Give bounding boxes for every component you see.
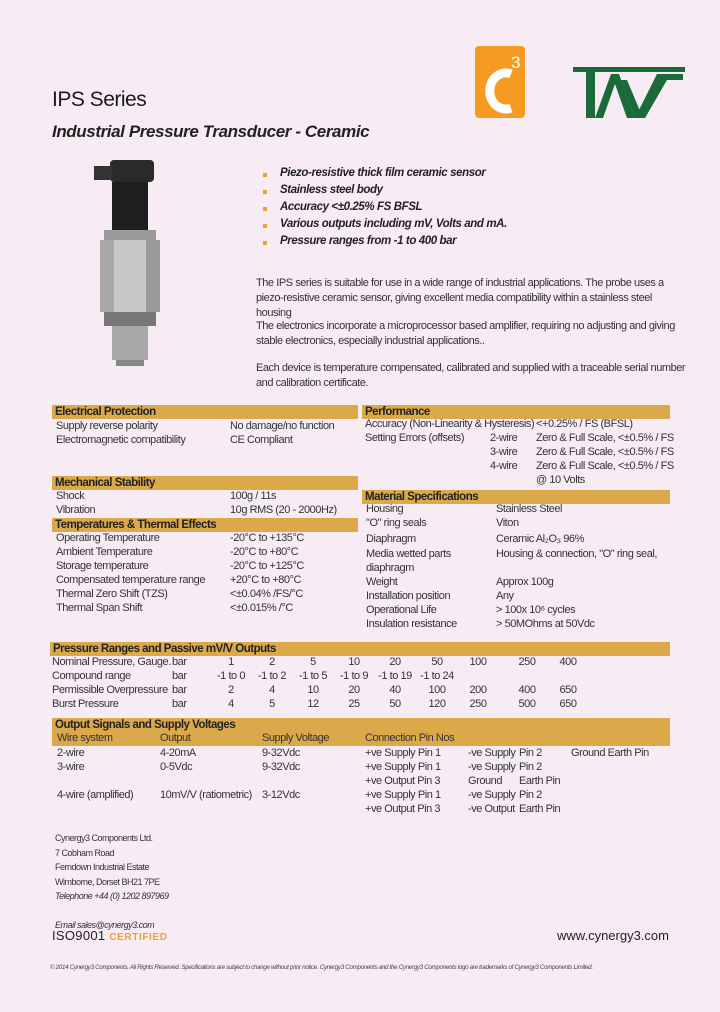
website-link[interactable]: www.cynergy3.com bbox=[557, 928, 669, 943]
table-cell: Compensated temperature range bbox=[56, 574, 205, 586]
table-cell: Media wetted parts bbox=[366, 548, 451, 560]
table-cell: 100g / 11s bbox=[230, 490, 277, 502]
section-title: Output Signals and Supply Voltages bbox=[55, 719, 236, 731]
table-cell: Any bbox=[496, 590, 514, 602]
table-cell: Housing bbox=[366, 503, 404, 515]
table-cell: <±0.04% /FS/°C bbox=[230, 588, 303, 600]
table-cell: 10 bbox=[307, 684, 319, 696]
section-title: Performance bbox=[365, 406, 430, 418]
certified-label: CERTIFIED bbox=[109, 932, 168, 943]
table-cell: -1 to 2 bbox=[257, 670, 287, 682]
table-cell: Earth Pin bbox=[519, 775, 561, 787]
mechanical-stability-header bbox=[52, 476, 358, 490]
table-cell: Viton bbox=[496, 517, 519, 529]
pressure-ranges-header bbox=[50, 642, 670, 656]
table-cell: Insulation resistance bbox=[366, 618, 457, 630]
table-cell: +ve Supply Pin 1 bbox=[365, 789, 441, 801]
cynergy3-logo bbox=[475, 46, 525, 118]
table-cell: Ground Earth Pin bbox=[571, 747, 649, 759]
table-cell: Pin 2 bbox=[519, 761, 542, 773]
table-cell: -ve Supply bbox=[468, 747, 516, 759]
table-cell: > 100x 10⁶ cycles bbox=[496, 604, 576, 616]
table-cell: 100 bbox=[469, 656, 487, 668]
product-image bbox=[88, 158, 174, 368]
bullet-icon bbox=[263, 224, 267, 228]
iso-label: ISO9001 bbox=[52, 928, 106, 943]
page-subtitle: Industrial Pressure Transducer - Ceramic bbox=[52, 122, 370, 141]
table-cell: bar bbox=[172, 670, 187, 682]
address-line: Wimborne, Dorset BH21 7PE bbox=[55, 876, 160, 887]
table-cell: 50 bbox=[431, 656, 443, 668]
address-line: Cynergy3 Components Ltd. bbox=[55, 833, 153, 843]
table-cell: Compound range bbox=[52, 670, 131, 682]
section-title: Material Specifications bbox=[365, 491, 479, 503]
table-cell: <±0.015% /°C bbox=[230, 602, 293, 614]
table-cell: bar bbox=[172, 656, 187, 668]
table-cell: Burst Pressure bbox=[52, 698, 119, 710]
section-title: Mechanical Stability bbox=[55, 477, 155, 489]
output-signals-header bbox=[52, 718, 670, 746]
table-cell: Ambient Temperature bbox=[56, 546, 153, 558]
table-cell: 10mV/V (ratiometric) bbox=[160, 789, 252, 801]
table-cell: 2-wire bbox=[57, 747, 85, 759]
table-cell: Accuracy (Non-Linearity & Hysteresis) bbox=[365, 418, 535, 430]
iso-certification bbox=[52, 928, 168, 943]
table-cell: 400 bbox=[559, 656, 577, 668]
table-cell: Shock bbox=[56, 490, 85, 502]
table-cell: 4 bbox=[228, 698, 234, 710]
table-cell: 2 bbox=[269, 656, 275, 668]
table-cell: +ve Supply Pin 1 bbox=[365, 761, 441, 773]
table-cell: -20°C to +135°C bbox=[230, 532, 304, 544]
table-cell: 2 bbox=[228, 684, 234, 696]
table-cell: Setting Errors (offsets) bbox=[365, 432, 465, 444]
table-cell: 25 bbox=[348, 698, 360, 710]
table-cell: 5 bbox=[269, 698, 275, 710]
table-cell: Ceramic Al₂O₃ 96% bbox=[496, 533, 584, 545]
table-cell: 4-wire (amplified) bbox=[57, 789, 134, 801]
table-cell: Weight bbox=[366, 576, 398, 588]
copyright-notice: © 2014 Cynergy3 Components. All Rights Reserved. Specifications are subject to change without prior notice. Cynergy3 Components and the Cynergy3 Components logo are trademarks of Cynergy3 Components Limited. bbox=[50, 964, 593, 971]
table-cell: +ve Supply Pin 1 bbox=[365, 747, 441, 759]
feature-item: Accuracy <±0.25% FS BFSL bbox=[280, 201, 423, 213]
address-line: 7 Cobham Road bbox=[55, 847, 115, 858]
table-cell: -1 to 0 bbox=[216, 670, 246, 682]
table-cell: Earth Pin bbox=[519, 803, 561, 815]
table-cell: +ve Output Pin 3 bbox=[365, 775, 441, 787]
table-cell: 400 bbox=[518, 684, 536, 696]
feature-item: Various outputs including mV, Volts and mA. bbox=[280, 218, 507, 230]
table-cell: Thermal Zero Shift (TZS) bbox=[56, 588, 168, 600]
table-cell: CE Compliant bbox=[230, 434, 293, 446]
material-specifications-header bbox=[362, 490, 670, 504]
intro-paragraph: The IPS series is suitable for use in a wide range of industrial applications. The probe uses a piezo-resistive ceramic sensor, giving excellent media compatibility within a stainless steel housing bbox=[256, 277, 664, 319]
table-header: Wire system bbox=[57, 732, 113, 744]
table-cell: Pin 2 bbox=[519, 747, 542, 759]
table-cell: 20 bbox=[348, 684, 360, 696]
table-header: Output bbox=[160, 732, 191, 744]
table-cell: bar bbox=[172, 698, 187, 710]
address-line: Ferndown Industrial Estate bbox=[55, 862, 150, 872]
table-cell: -20°C to +125°C bbox=[230, 560, 304, 572]
c3-logo-icon bbox=[475, 46, 525, 118]
table-cell: Ground bbox=[468, 775, 502, 787]
table-cell: Operating Temperature bbox=[56, 532, 160, 544]
table-cell: Permissible Overpressure bbox=[52, 684, 168, 696]
table-cell: -1 to 9 bbox=[339, 670, 369, 682]
svg-text:3: 3 bbox=[511, 53, 521, 72]
table-header: Connection Pin Nos bbox=[365, 732, 455, 744]
table-cell: 0-5Vdc bbox=[160, 761, 193, 773]
table-cell: <+0.25% / FS (BFSL) bbox=[536, 418, 633, 430]
table-cell: -ve Supply bbox=[468, 761, 516, 773]
table-cell: +20°C to +80°C bbox=[230, 574, 301, 586]
table-cell: 650 bbox=[559, 684, 577, 696]
tav-logo bbox=[573, 66, 685, 120]
table-header: Supply Voltage bbox=[262, 732, 330, 744]
section-title: Temperatures & Thermal Effects bbox=[55, 519, 217, 531]
table-cell: Zero & Full Scale, <±0.5% / FS bbox=[536, 446, 674, 458]
bullet-icon bbox=[263, 241, 267, 245]
temperatures-header bbox=[52, 518, 358, 532]
table-cell: Pin 2 bbox=[519, 789, 542, 801]
table-cell: Supply reverse polarity bbox=[56, 420, 158, 432]
table-cell: 12 bbox=[307, 698, 319, 710]
table-cell: Storage temperature bbox=[56, 560, 149, 572]
table-cell: 3-12Vdc bbox=[262, 789, 300, 801]
table-cell: 3-wire bbox=[57, 761, 85, 773]
table-cell: -20°C to +80°C bbox=[230, 546, 299, 558]
table-cell: Zero & Full Scale, <±0.5% / FS bbox=[536, 460, 674, 472]
bullet-icon bbox=[263, 207, 267, 211]
table-cell: 250 bbox=[469, 698, 487, 710]
feature-item: Stainless steel body bbox=[280, 184, 383, 196]
table-cell: 10g RMS (20 - 2000Hz) bbox=[230, 504, 337, 516]
feature-item: Piezo-resistive thick film ceramic sensor bbox=[280, 167, 486, 179]
telephone: Telephone +44 (0) 1202 897969 bbox=[55, 891, 169, 901]
table-cell: -1 to 24 bbox=[420, 670, 454, 682]
table-cell: Zero & Full Scale, <±0.5% / FS bbox=[536, 432, 674, 444]
table-cell: 200 bbox=[469, 684, 487, 696]
table-cell: -ve Output bbox=[468, 803, 515, 815]
email-link[interactable]: Email sales@cynergy3.com bbox=[55, 919, 155, 930]
table-cell: +ve Output Pin 3 bbox=[365, 803, 441, 815]
table-cell: 50 bbox=[389, 698, 401, 710]
table-cell: "O" ring seals bbox=[366, 517, 427, 529]
table-cell: Housing & connection, "O" ring seal, bbox=[496, 548, 657, 560]
table-cell: Electromagnetic compatibility bbox=[56, 434, 186, 446]
table-cell: 120 bbox=[428, 698, 446, 710]
table-cell: 10 bbox=[348, 656, 360, 668]
page-title: IPS Series bbox=[52, 88, 147, 111]
table-cell: 5 bbox=[310, 656, 316, 668]
table-cell: Diaphragm bbox=[366, 533, 416, 545]
table-cell: -1 to 5 bbox=[298, 670, 328, 682]
table-cell: Stainless Steel bbox=[496, 503, 563, 515]
table-cell: 20 bbox=[389, 656, 401, 668]
table-cell: Nominal Pressure, Gauge. bbox=[52, 656, 171, 668]
table-cell: @ 10 Volts bbox=[536, 474, 585, 486]
bullet-icon bbox=[263, 173, 267, 177]
table-cell: 650 bbox=[559, 698, 577, 710]
table-cell: -ve Supply bbox=[468, 789, 516, 801]
table-cell: 4-wire bbox=[490, 460, 518, 472]
feature-item: Pressure ranges from -1 to 400 bar bbox=[280, 235, 457, 247]
table-cell: No damage/no function bbox=[230, 420, 335, 432]
table-cell: bar bbox=[172, 684, 187, 696]
section-title: Pressure Ranges and Passive mV/V Outputs bbox=[53, 643, 276, 655]
electrical-protection-header bbox=[52, 405, 358, 419]
table-cell: Operational Life bbox=[366, 604, 437, 616]
section-title: Electrical Protection bbox=[55, 406, 156, 418]
tav-logo-icon bbox=[573, 66, 685, 120]
table-cell: 1 bbox=[228, 656, 234, 668]
table-cell: 40 bbox=[389, 684, 401, 696]
performance-header bbox=[362, 405, 670, 419]
calibration-paragraph: Each device is temperature compensated, calibrated and supplied with a traceable serial number and calibration certificate. bbox=[256, 362, 686, 389]
table-cell: -1 to 19 bbox=[378, 670, 412, 682]
table-cell: Vibration bbox=[56, 504, 96, 516]
table-cell: Thermal Span Shift bbox=[56, 602, 143, 614]
table-cell: 3-wire bbox=[490, 446, 518, 458]
company-address bbox=[55, 831, 169, 932]
table-cell: 500 bbox=[518, 698, 536, 710]
table-cell: > 50MOhms at 50Vdc bbox=[496, 618, 595, 630]
table-cell: 4 bbox=[269, 684, 275, 696]
table-cell: 250 bbox=[518, 656, 536, 668]
table-cell: Installation position bbox=[366, 590, 451, 602]
table-cell: 2-wire bbox=[490, 432, 518, 444]
bullet-icon bbox=[263, 190, 267, 194]
table-cell: 9-32Vdc bbox=[262, 761, 300, 773]
table-cell: Approx 100g bbox=[496, 576, 554, 588]
table-cell: 9-32Vdc bbox=[262, 747, 300, 759]
table-cell: diaphragm bbox=[366, 562, 414, 574]
table-cell: 4-20mA bbox=[160, 747, 196, 759]
electronics-paragraph: The electronics incorporate a microprocessor based amplifier, requiring no adjusting and giving stable electronics, especially industrial applications.. bbox=[256, 320, 675, 347]
table-cell: 100 bbox=[428, 684, 446, 696]
